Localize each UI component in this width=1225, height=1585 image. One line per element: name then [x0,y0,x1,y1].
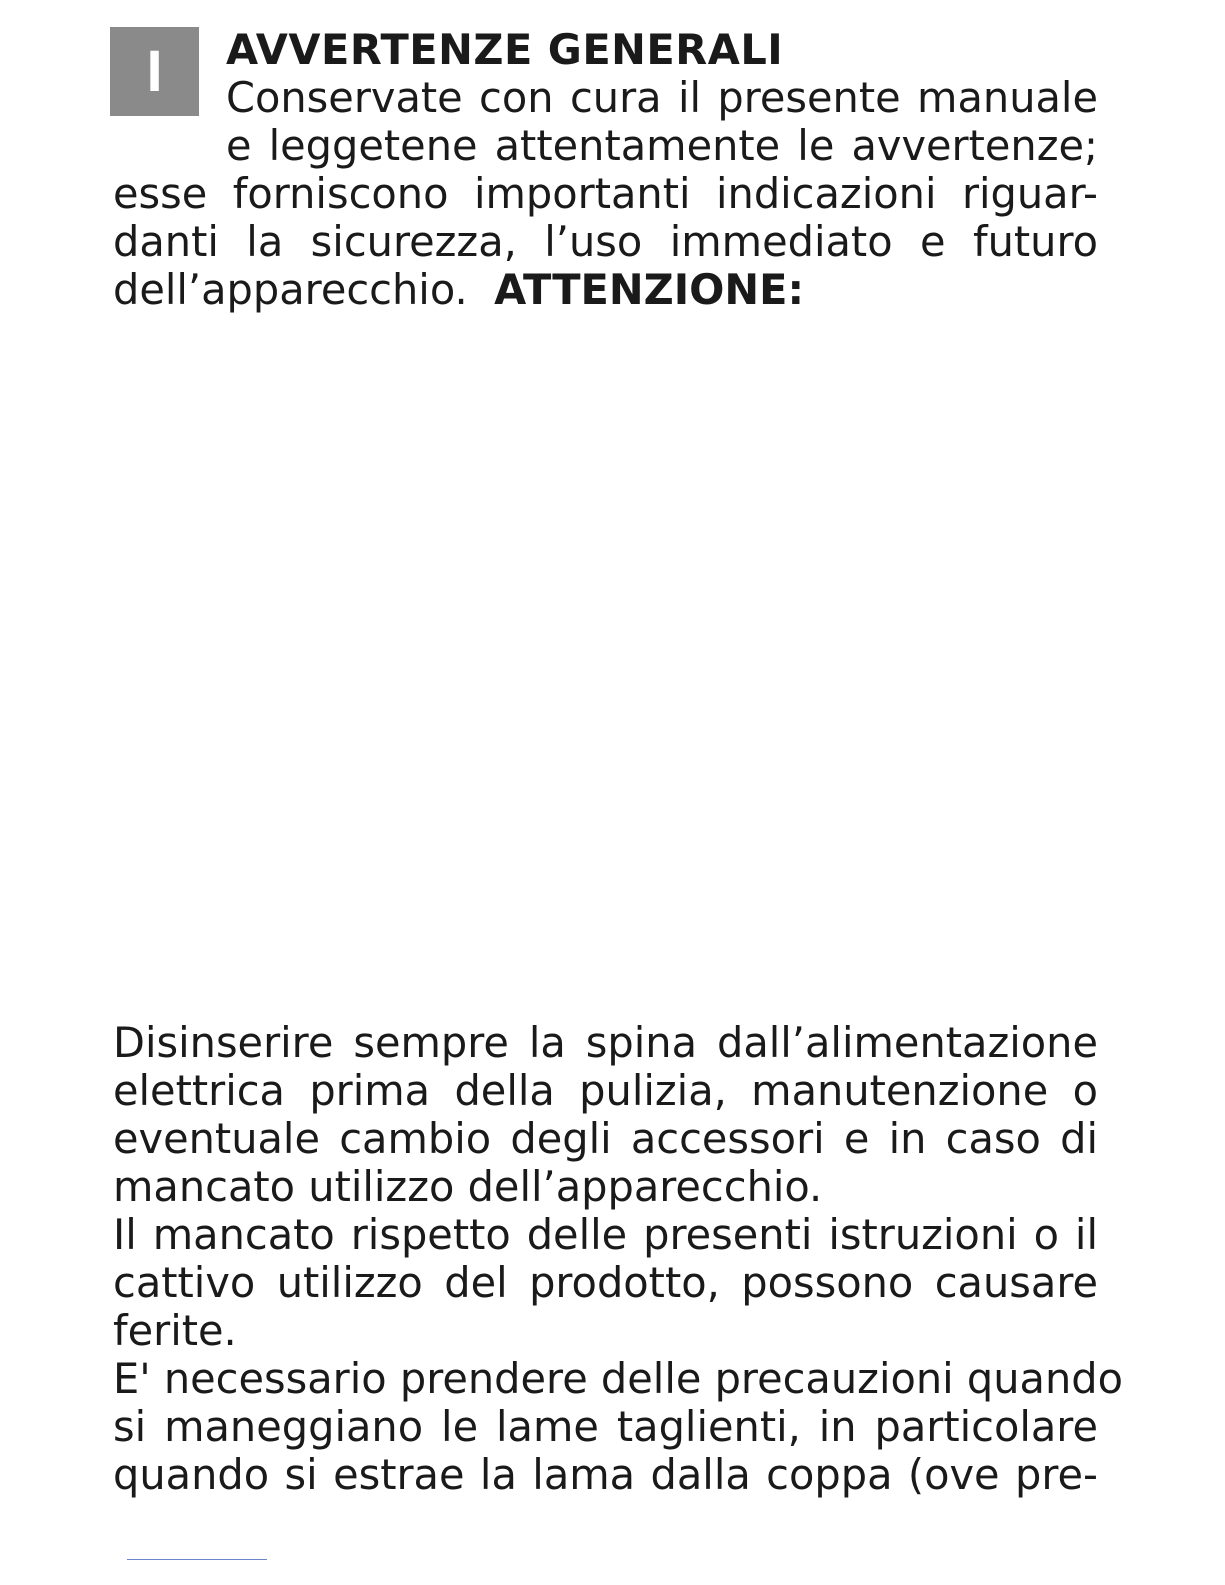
intro-line: danti la sicurezza, l’uso immediato e futuro [113,217,1098,266]
intro-section [113,26,1098,314]
body-line: cattivo utilizzo del prodotto, possono causare [113,1258,1098,1307]
body-line: eventuale cambio degli accessori e in caso di [113,1114,1098,1163]
intro-last-text: dell’apparecchio. [113,265,468,314]
body-line: ferite. [113,1306,237,1355]
section-heading: AVVERTENZE GENERALI [226,25,784,74]
body-line: E' necessario prendere delle precauzioni quando [113,1354,1124,1403]
language-badge: I [110,27,199,116]
intro-line: esse forniscono importanti indicazioni riguar- [113,169,1098,218]
footer-rule [127,1559,267,1560]
intro-line-last [113,266,1098,314]
intro-line: Conservate con cura il presente manuale [226,73,1098,122]
body-line: elettrica prima della pulizia, manutenzione o [113,1066,1098,1115]
body-line: Disinserire sempre la spina dall’alimentazione [113,1018,1098,1067]
warnings-section [113,1018,1124,1499]
body-line: quando si estrae la lama dalla coppa (ove pre- [113,1450,1098,1499]
attention-label: ATTENZIONE: [494,265,805,314]
intro-line: e leggetene attentamente le avvertenze; [226,121,1098,170]
body-line: si maneggiano le lame taglienti, in particolare [113,1402,1098,1451]
body-line: Il mancato rispetto delle presenti istruzioni o il [113,1210,1098,1259]
body-line: mancato utilizzo dell’apparecchio. [113,1162,823,1211]
